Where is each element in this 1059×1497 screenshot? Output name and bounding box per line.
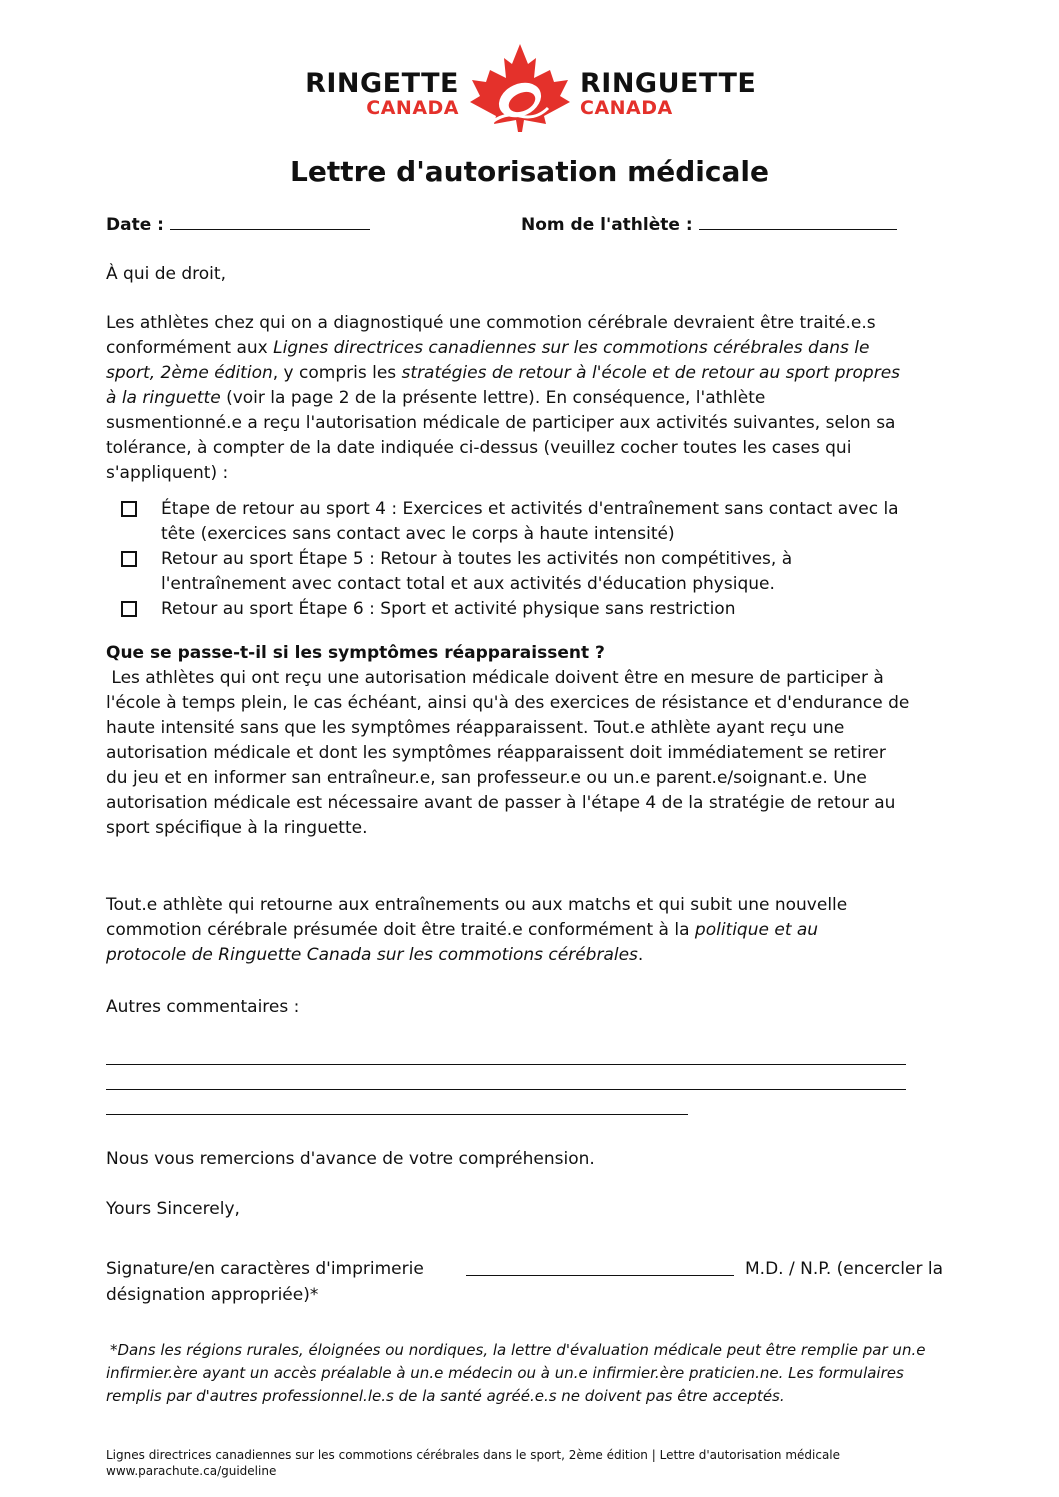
athlete-label: Nom de l'athlète : (521, 215, 693, 235)
guidelines-title: Lignes directrices canadiennes sur les commotions cérébrales dans le sport, 2ème édition (106, 338, 870, 383)
checkbox-label-step-6: Retour au sport Étape 6 : Sport et activité physique sans restriction (161, 599, 736, 619)
date-blank[interactable] (170, 215, 370, 230)
intro-text-3: (voir la page 2 de la présente lettre). En conséquence, l'athlète susmentionné.e a reçu l'autorisation médicale de participer aux activités suivantes, selon sa tolérance, à compter de la date indiquée ci-dessus (veuillez cocher toutes les cases qui s'appliquent) : (106, 388, 896, 483)
comment-line-1[interactable] (106, 1064, 906, 1065)
designation-text-2: désignation appropriée)* (106, 1285, 319, 1305)
logo-text-french (580, 70, 756, 118)
page-title: Lettre d'autorisation médicale (290, 155, 769, 188)
symptoms-heading: Que se passe-t-il si les symptômes réapparaissent ? (106, 643, 605, 663)
intro-text-1: Les athlètes chez qui on a diagnostiqué une commotion cérébrale devraient être traité.e.s conformément aux (106, 313, 876, 358)
athlete-blank[interactable] (699, 215, 897, 230)
new-concussion-text: Tout.e athlète qui retourne aux entraînements ou aux matchs et qui subit une nouvelle commotion cérébrale présumée doit être traité.e conformément à la (106, 895, 848, 940)
logo-ringuette: RINGUETTE (580, 68, 757, 99)
maple-leaf-logo-icon (466, 42, 574, 134)
checkbox-label-step-4: Étape de retour au sport 4 : Exercices et activités d'entraînement sans contact avec la tête (exercices sans contact avec le corps à haute intensité) (161, 499, 899, 544)
footer-url[interactable]: www.parachute.ca/guideline (106, 1464, 277, 1478)
signature-line[interactable] (466, 1275, 734, 1276)
comment-line-3[interactable] (106, 1114, 688, 1115)
checkbox-label-step-5: Retour au sport Étape 5 : Retour à toutes les activités non compétitives, à l'entraînement avec contact total et aux activités d'éducation physique. (161, 549, 793, 594)
new-concussion-end: . (637, 945, 644, 965)
strategies-title: stratégies de retour à l'école et de retour au sport propres à la ringuette (106, 363, 901, 408)
symptoms-paragraph: Les athlètes qui ont reçu une autorisation médicale doivent être en mesure de participer à l'école à temps plein, le cas échéant, ainsi qu'à des exercices de résistance et d'endurance de haute intensité sans que les symptômes réapparaissent. Tout.e athlète ayant reçu une autorisation médicale et dont les symptômes réapparaissent doit immédiatement se retirer du jeu et en informer san entraîneur.e, san professeur.e ou un.e parent.e/soignant.e. Une autorisation médicale est nécessaire avant de passer à l'étape 4 de la stratégie de retour au sport spécifique à la ringuette. (106, 668, 915, 838)
comment-line-2[interactable] (106, 1089, 906, 1090)
checkbox-step-6[interactable] (121, 601, 137, 617)
designation-text: M.D. / N.P. (encercler la (745, 1259, 943, 1279)
policy-title: politique et au protocole de Ringuette Canada sur les commotions cérébrales (106, 920, 819, 965)
date-field (106, 213, 370, 238)
footnote: *Dans les régions rurales, éloignées ou nordiques, la lettre d'évaluation médicale peut être remplie par un.e infirmier.ère ayant un accès préalable à un.e médecin ou à un.e infirmier.ère praticien.ne. Les formulaires remplis par d'autres professionnel.le.s de la santé agréé.e.s ne doivent pas être acceptés. (106, 1341, 926, 1405)
intro-text-2: , y compris les (272, 363, 402, 383)
closing-text: Yours Sincerely, (106, 1199, 240, 1219)
logo-text-english (305, 70, 459, 118)
footer-line-1: Lignes directrices canadiennes sur les commotions cérébrales dans le sport, 2ème édition | Lettre d'autorisation médicale (106, 1448, 841, 1462)
logo-canada-en: CANADA (366, 97, 459, 119)
logo-canada-fr: CANADA (580, 97, 673, 119)
comments-label: Autres commentaires : (106, 997, 300, 1017)
date-label: Date : (106, 215, 164, 235)
new-concussion-paragraph (106, 893, 886, 968)
signature-label: Signature/en caractères d'imprimerie (106, 1259, 424, 1279)
athlete-field (521, 213, 897, 238)
salutation: À qui de droit, (106, 264, 226, 284)
intro-paragraph (106, 311, 906, 486)
thanks-text: Nous vous remercions d'avance de votre compréhension. (106, 1149, 595, 1169)
checkbox-step-4[interactable] (121, 501, 137, 517)
logo-ringette: RINGETTE (305, 68, 459, 99)
checkbox-step-5[interactable] (121, 551, 137, 567)
